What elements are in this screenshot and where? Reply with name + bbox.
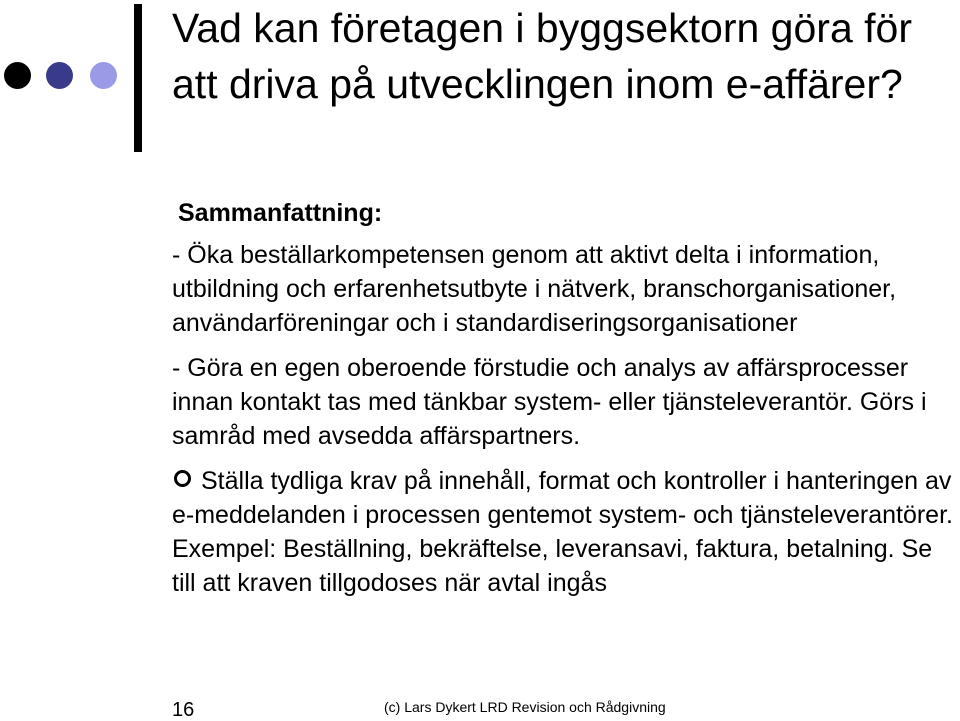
dot-black-icon [4,62,31,89]
paragraph-1: - Öka beställarkompetensen genom att aktivt delta i information, utbildning och erfarenhetsutbyte i nätverk, branschorganisationer, användarföreningar och i standardiseringsorganisationer [172,241,897,337]
footer-copyright: (c) Lars Dykert LRD Revision och Rådgivning [384,699,666,715]
paragraph-2: - Göra en egen oberoende förstudie och analys av affärsprocesser innan kontakt tas med tänkbar system- eller tjänsteleverantör. Görs i samråd med avsedda affärspartners. [172,354,927,450]
slide-body [172,196,957,600]
summary-heading: Sammanfattning: [178,199,383,227]
dot-lavender-icon [90,62,117,89]
bullet-item [172,464,957,600]
title-divider-bar [134,4,142,152]
ring-bullet-icon [174,470,191,487]
bullet-text: Ställa tydliga krav på innehåll, format och kontroller i hanteringen av e-meddelanden i processen gentemot system- och tjänsteleverantörer. Exempel: Beställning, bekräftelse, leveransavi, faktura, betalning. Se till att kraven tillgodoses när avtal ingås [172,467,953,597]
page-number: 16 [172,699,195,721]
slide-title: Vad kan företagen i byggsektorn göra för att driva på utvecklingen inom e-affärer? [172,5,912,107]
decorative-dots [0,62,120,92]
dot-navy-icon [46,62,73,89]
